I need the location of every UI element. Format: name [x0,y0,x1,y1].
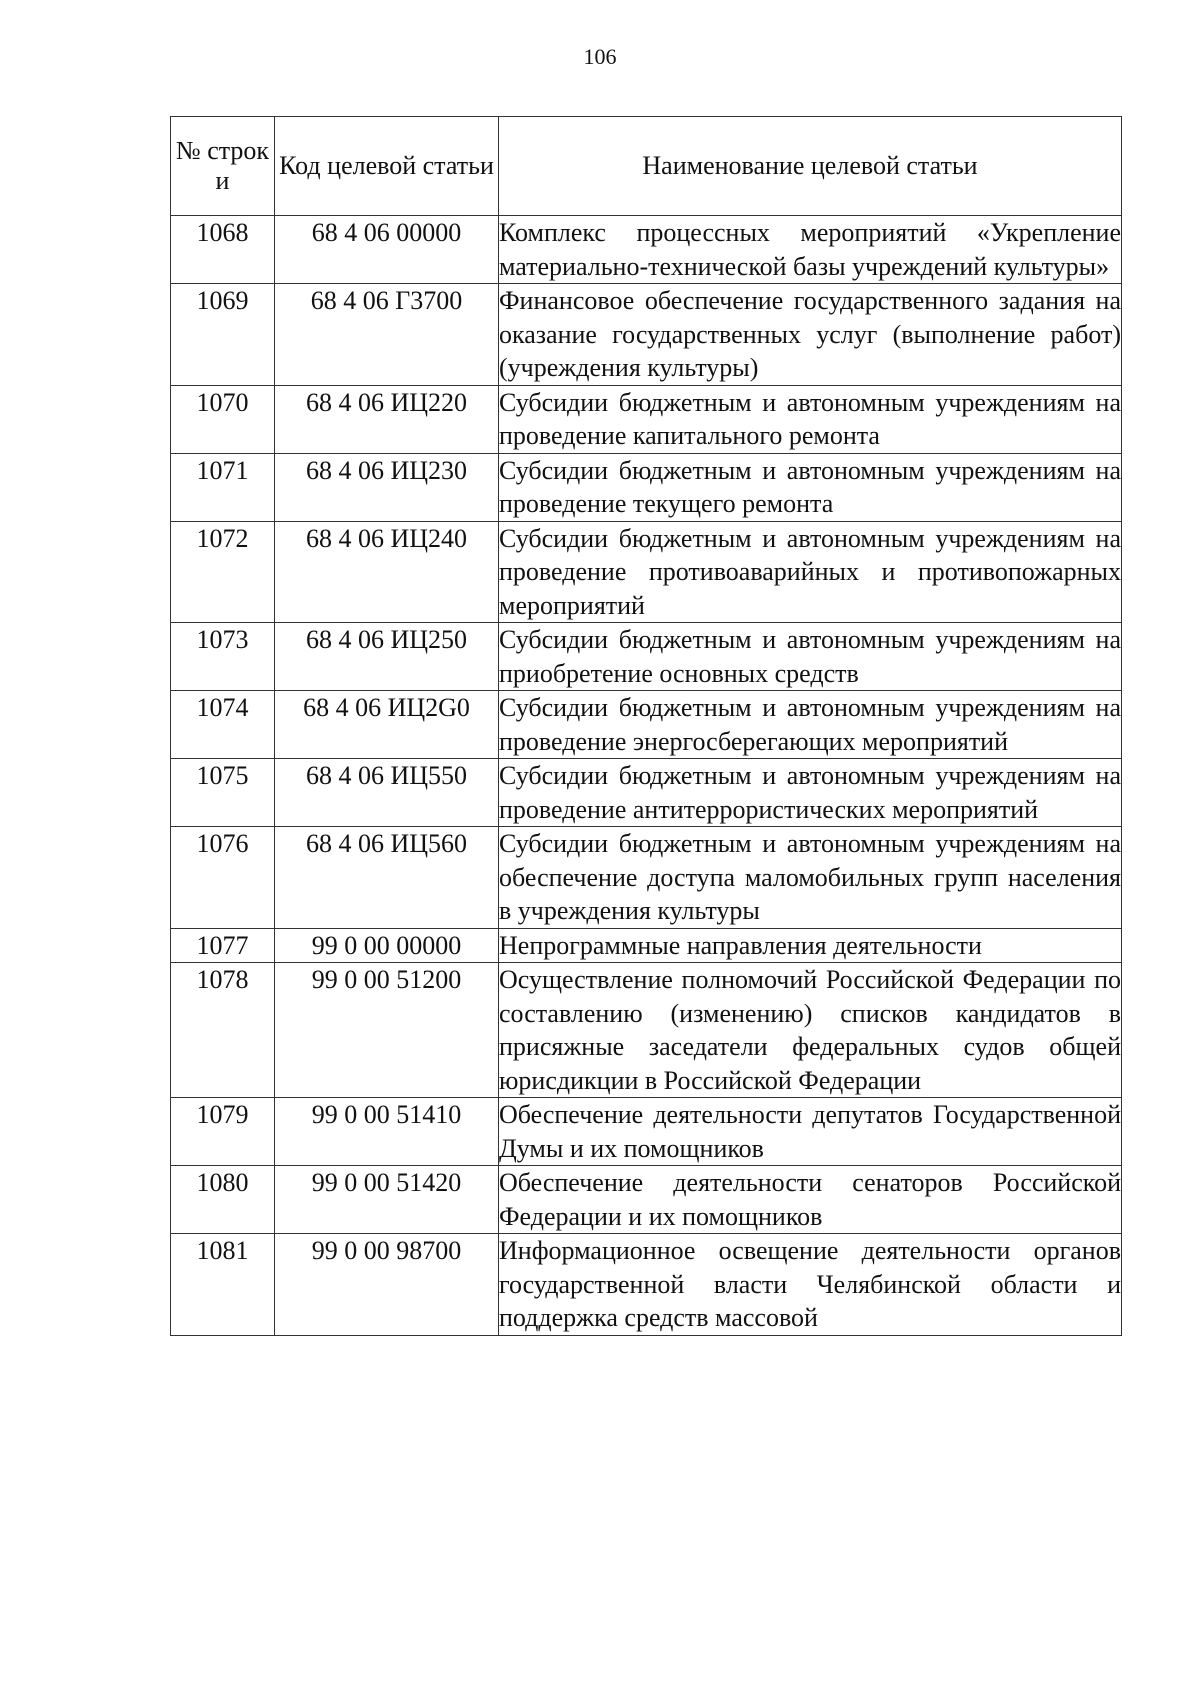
article-name: Финансовое обеспечение государственного задания на оказание государственных услуг (выполнение работ) (учреждения культуры) [499,284,1122,386]
article-code: 99 0 00 00000 [275,928,499,963]
table-row [171,216,1122,284]
article-name: Субсидии бюджетным и автономным учреждениям на проведение капитального ремонта [499,385,1122,453]
article-name: Непрограммные направления деятельности [499,928,1122,963]
article-code: 68 4 06 ИЦ230 [275,453,499,521]
article-code: 68 4 06 ИЦ250 [275,623,499,691]
article-name: Обеспечение деятельности сенаторов Российской Федерации и их помощников [499,1166,1122,1234]
article-code: 99 0 00 51200 [275,963,499,1098]
article-code: 68 4 06 ИЦ550 [275,759,499,827]
table-row [171,759,1122,827]
row-number: 1072 [171,521,275,623]
row-number: 1077 [171,928,275,963]
row-number: 1073 [171,623,275,691]
article-name: Субсидии бюджетным и автономным учреждениям на проведение текущего ремонта [499,453,1122,521]
row-number: 1068 [171,216,275,284]
article-name: Субсидии бюджетным и автономным учреждениям на обеспечение доступа маломобильных групп населения в учреждения культуры [499,827,1122,929]
header-row-number: № строк и [171,117,275,216]
table-row [171,1166,1122,1234]
row-number: 1070 [171,385,275,453]
article-code: 68 4 06 Г3700 [275,284,499,386]
table-row [171,385,1122,453]
row-number: 1074 [171,691,275,759]
article-code: 99 0 00 98700 [275,1234,499,1336]
table-row [171,623,1122,691]
table-row [171,928,1122,963]
article-code: 99 0 00 51410 [275,1098,499,1166]
header-article-code: Код целевой статьи [275,117,499,216]
table-row [171,453,1122,521]
table-body [171,216,1122,1336]
table-row [171,1098,1122,1166]
table-row [171,1234,1122,1336]
article-name: Комплекс процессных мероприятий «Укрепление материально-технической базы учреждений культуры» [499,216,1122,284]
row-number: 1080 [171,1166,275,1234]
article-code: 68 4 06 ИЦ220 [275,385,499,453]
article-name: Субсидии бюджетным и автономным учреждениям на проведение антитеррористических мероприятий [499,759,1122,827]
table-header [171,117,1122,216]
article-name: Обеспечение деятельности депутатов Государственной Думы и их помощников [499,1098,1122,1166]
article-name: Субсидии бюджетным и автономным учреждениям на проведение противоаварийных и противопожарных мероприятий [499,521,1122,623]
article-name: Субсидии бюджетным и автономным учреждениям на приобретение основных средств [499,623,1122,691]
row-number: 1075 [171,759,275,827]
header-article-name: Наименование целевой статьи [499,117,1122,216]
table-row [171,521,1122,623]
row-number: 1081 [171,1234,275,1336]
article-name: Осуществление полномочий Российской Федерации по составлению (изменению) списков кандидатов в присяжные заседатели федеральных судов общей юрисдикции в Российской Федерации [499,963,1122,1098]
table-row [171,284,1122,386]
row-number: 1078 [171,963,275,1098]
article-code: 68 4 06 ИЦ2G0 [275,691,499,759]
table-row [171,827,1122,929]
article-code: 68 4 06 ИЦ240 [275,521,499,623]
row-number: 1076 [171,827,275,929]
page-number: 106 [583,44,617,69]
article-name: Информационное освещение деятельности органов государственной власти Челябинской области и поддержка средств массовой [499,1234,1122,1336]
row-number: 1071 [171,453,275,521]
table-row [171,691,1122,759]
target-articles-table [170,116,1122,1336]
row-number: 1069 [171,284,275,386]
row-number: 1079 [171,1098,275,1166]
table-row [171,963,1122,1098]
article-code: 99 0 00 51420 [275,1166,499,1234]
article-name: Субсидии бюджетным и автономным учреждениям на проведение энергосберегающих мероприятий [499,691,1122,759]
article-code: 68 4 06 ИЦ560 [275,827,499,929]
article-code: 68 4 06 00000 [275,216,499,284]
